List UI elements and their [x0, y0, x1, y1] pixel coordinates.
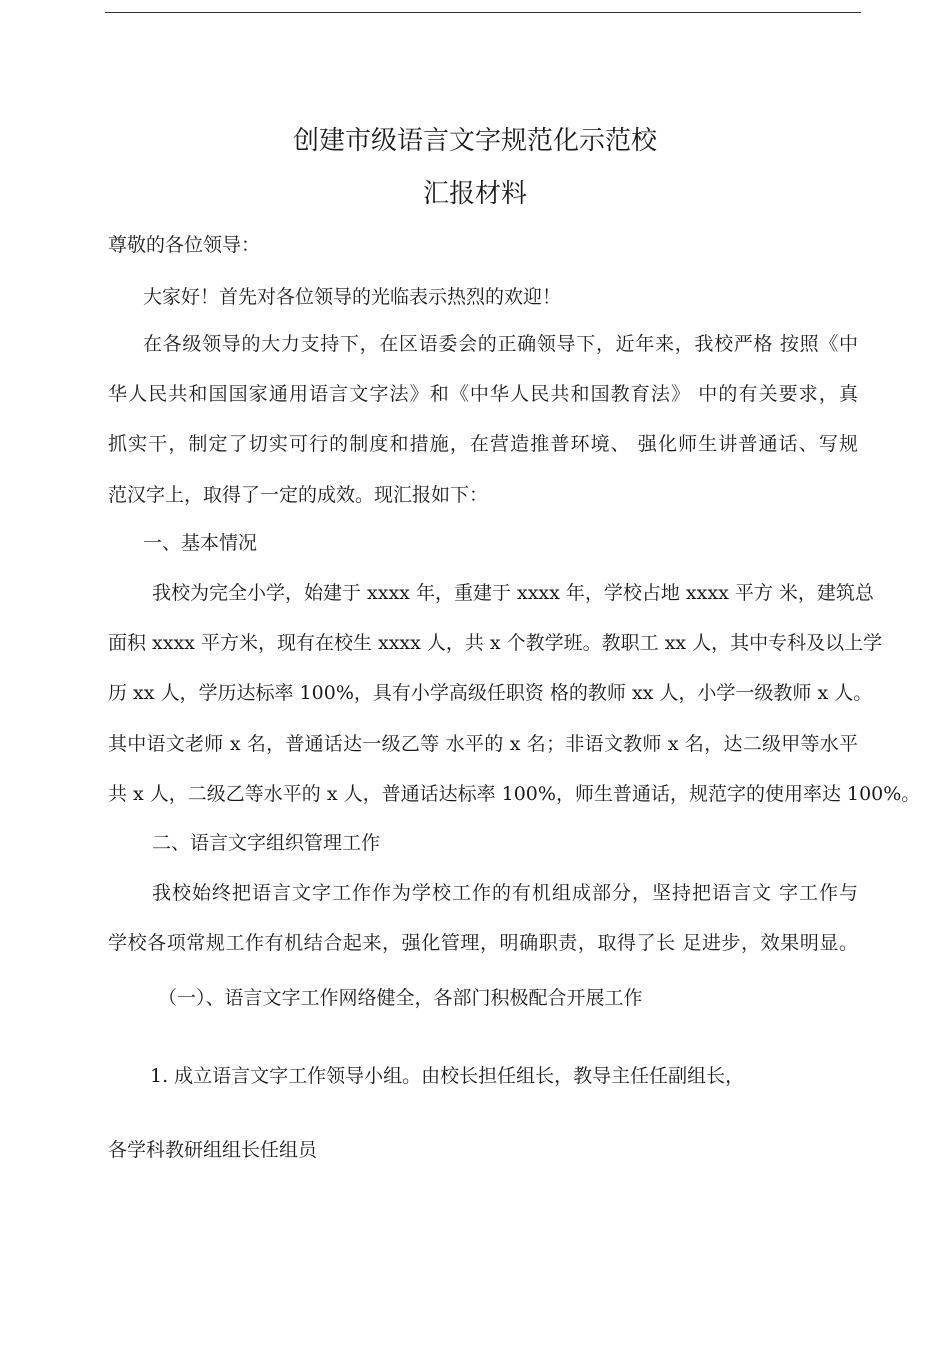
- intro-line: 华人民共和国国家通用语言文字法》和《中华人民共和国教育法》 中的有关要求，真: [108, 383, 858, 405]
- section1-line: 面积 xxxx 平方米，现有在校生 xxxx 人，共 x 个教学班。教职工 xx 人，其中专科及以上学: [108, 632, 883, 654]
- list-item: 1. 成立语言文字工作领导小组。由校长担任组长，教导主任任副组长，: [150, 1065, 745, 1087]
- section-heading: 一、基本情况: [143, 532, 258, 554]
- subsection-heading: （一）、语言文字工作网络健全，各部门积极配合开展工作: [158, 987, 643, 1009]
- salutation: 尊敬的各位领导：: [108, 234, 261, 256]
- intro-line: 范汉字上，取得了一定的成效。现汇报如下：: [108, 484, 489, 506]
- section1-line: 我校为完全小学，始建于 xxxx 年，重建于 xxxx 年，学校占地 xxxx 平方 米，建筑总: [152, 582, 874, 604]
- list-item-continuation: 各学科教研组组长任组员: [108, 1139, 318, 1161]
- intro-line: 在各级领导的大力支持下，在区语委会的正确领导下，近年来，我校严格 按照《中: [143, 333, 858, 355]
- section1-line: 其中语文老师 x 名，普通话达一级乙等 水平的 x 名；非语文教师 x 名，达二级甲等水平: [108, 733, 858, 755]
- document-subtitle: 汇报材料: [422, 179, 527, 209]
- greeting: 大家好！首先对各位领导的光临表示热烈的欢迎！: [143, 286, 562, 308]
- intro-line: 抓实干，制定了切实可行的制度和措施，在营造推普环境、 强化师生讲普通话、写规: [108, 433, 858, 455]
- section2-line: 我校始终把语言文字工作作为学校工作的有机组成部分，坚持把语言文 字工作与: [152, 882, 858, 904]
- header-rule: [105, 12, 861, 13]
- section1-line: 共 x 人，二级乙等水平的 x 人，普通话达标率 100%，师生普通话，规范字的使用率达 100%。: [108, 783, 921, 805]
- section1-line: 历 xx 人，学历达标率 100%，具有小学高级任职资 格的教师 xx 人，小学一级教师 x 人。: [108, 682, 873, 704]
- document-title: 创建市级语言文字规范化示范校: [292, 126, 657, 156]
- section2-line: 学校各项常规工作有机结合起来，强化管理，明确职责，取得了长 足进步，效果明显。: [108, 932, 858, 954]
- section-heading: 二、语言文字组织管理工作: [152, 832, 381, 854]
